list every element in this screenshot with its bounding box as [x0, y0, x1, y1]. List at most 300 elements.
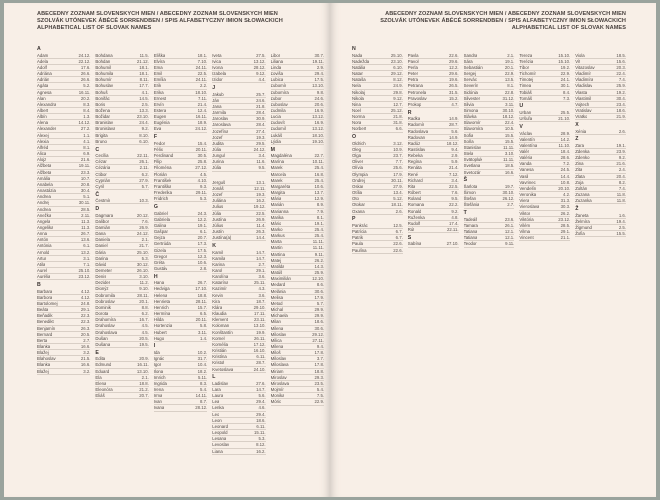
entry-date: 10.9. [393, 146, 403, 152]
group-letter: Č [95, 191, 100, 198]
entry-name: Oxana [352, 208, 365, 214]
entry-name: Rudolf [407, 220, 421, 226]
entry-date: 24.5. [560, 167, 571, 173]
entry-date: 24.9. [393, 83, 403, 89]
entry-date: 22.9. [314, 399, 325, 405]
entry-name: Maximilián [270, 276, 291, 282]
entry-name: Michaela [270, 313, 288, 319]
entry-name: Ivona [212, 64, 223, 70]
entry-date: 25.12. [390, 108, 403, 113]
entry-date: 26.9. [256, 216, 266, 222]
entry-name: Irena [153, 387, 164, 392]
entry-date: 30.6. [314, 288, 325, 294]
group-letter: F [153, 134, 157, 141]
entry-name: Alžbeta [37, 169, 52, 175]
entry-name: Šimon [463, 190, 476, 196]
entry-date: 1.4. [200, 335, 208, 341]
entry-name: Melánia [270, 288, 286, 294]
entry-name: Filoména [153, 165, 172, 171]
entry-name: Alexandra [37, 101, 57, 107]
entry-name: Želmíra [575, 218, 590, 224]
entry-date: 19.10. [312, 138, 325, 144]
entry-date: 10.6. [314, 183, 325, 189]
name-entry [154, 405, 207, 411]
entry-name: Antónia [37, 243, 52, 249]
entry-name: Alfréd [37, 144, 49, 150]
entry-name: Jaroslav [212, 116, 229, 122]
entry-date: 13.2. [80, 249, 91, 255]
entry-name: Zuzanka [575, 198, 592, 204]
letter-group [212, 244, 265, 373]
letter-group [95, 47, 148, 145]
entry-name: Kornel [212, 335, 225, 341]
entry-date: 16.9. [314, 108, 325, 113]
entry-name: Liana [212, 448, 223, 454]
entry-name: Olympia [352, 171, 368, 177]
entry-name: Vilma [519, 229, 531, 235]
entry-name: Iveta [212, 52, 222, 58]
entry-name: Stanislav [463, 144, 482, 150]
name-entry [408, 227, 459, 233]
entry-date: 23.7. [393, 153, 403, 159]
entry-name: Marika [270, 214, 284, 220]
entry-date: 22.2. [449, 202, 459, 208]
entry-date: 30.4. [80, 188, 91, 194]
name-entry [212, 235, 265, 241]
entry-date: 15.10. [558, 58, 571, 64]
entry-name: Oskar [352, 183, 364, 189]
entry-date: 29.1. [80, 307, 91, 313]
entry-date: 25.10. [78, 268, 91, 274]
entry-date: 4.7. [451, 101, 459, 107]
entry-date: 2.9. [451, 153, 459, 159]
entry-name: Oto [352, 196, 359, 202]
entry-name: Dana [95, 231, 106, 237]
entry-name: Dorota [95, 311, 109, 317]
entry-date: 26.3. [80, 325, 91, 331]
entry-name: Otokar [352, 202, 365, 208]
entry-date: 5.3. [258, 436, 266, 442]
entry-name: Perla [407, 64, 418, 70]
entry-name: Lea [212, 399, 220, 405]
entry-name: Pravoslav [407, 95, 427, 101]
name-entry [464, 241, 515, 247]
entry-date: 17.9. [393, 171, 403, 177]
entry-date: 13.12. [312, 114, 325, 120]
entry-date: 12.1. [504, 235, 515, 241]
entry-date: 24.12. [195, 126, 208, 132]
entry-date: 2.7. [507, 202, 515, 208]
entry-name: Andrea [37, 206, 51, 212]
entry-name: Albín [37, 114, 47, 120]
entry-date: 14.11. [195, 393, 208, 399]
entry-name: Hedviga [153, 286, 170, 292]
entry-date: 8.9. [316, 202, 325, 208]
entry-date: 8.12. [256, 442, 266, 448]
group-letter: J [212, 84, 216, 91]
entry-name: Mária [270, 196, 282, 202]
entry-date: 4.1. [83, 138, 91, 144]
entry-date: 11.10. [558, 142, 571, 148]
entry-date: 10.3. [139, 198, 149, 204]
entry-name: Jaroslava [212, 122, 231, 128]
entry-name: Katarína [212, 280, 229, 286]
entry-name: Gertrúda [153, 241, 171, 247]
entry-date: 18.1. [139, 71, 149, 77]
entry-date: 10.4. [197, 362, 208, 368]
entry-name: Libor [270, 52, 281, 58]
letter-group [352, 47, 403, 133]
name-column [408, 47, 459, 256]
entry-name: Klára [212, 304, 223, 310]
name-entry [575, 129, 626, 135]
entry-date: 2.1. [141, 237, 149, 243]
entry-date: 23.5. [314, 380, 325, 386]
entry-date: 4.5. [141, 323, 149, 329]
entry-date: 6.2. [141, 311, 149, 317]
entry-date: 24.11. [195, 64, 208, 70]
entry-name: Drahomíra [95, 317, 116, 323]
name-entry [352, 126, 403, 132]
entry-date: 30.11. [391, 177, 403, 183]
entry-date: 21.6. [616, 161, 626, 167]
entry-date: 13.5. [504, 77, 515, 83]
entry-date: 18.11. [391, 202, 403, 208]
entry-name: Barbara [37, 288, 53, 294]
letter-group [408, 47, 459, 108]
entry-date: 16.9. [314, 120, 325, 126]
entry-date: 28.9. [560, 130, 571, 136]
entry-date: 21.8. [393, 114, 403, 120]
entry-date: 22.12. [78, 58, 91, 64]
entry-name: Sidónia [463, 89, 478, 95]
entry-name: Jakub [212, 91, 224, 97]
entry-date: 25.10. [390, 52, 403, 58]
header-line-2: SZOLVÁK UTÓNEVEK ÁBÉCÉ SORRENDBEN / SPIS ALFABETYCZNY IMION SŁOWACKICH [37, 17, 283, 24]
entry-date: 19.11. [78, 163, 91, 169]
entry-name: Daniel [95, 243, 108, 249]
entry-name: Alan [37, 95, 46, 101]
entry-name: Miroslava [270, 380, 290, 386]
entry-name: Natan [352, 71, 364, 77]
entry-name: Darina [95, 255, 109, 261]
entry-name: Prokop [407, 101, 422, 107]
entry-date: 9.12. [393, 95, 403, 101]
entry-name: Jozefína [212, 128, 229, 134]
entry-date: 7.4. [618, 77, 626, 83]
entry-date: 7.11. [197, 95, 208, 101]
entry-name: Vratko [575, 114, 588, 120]
entry-name: Albert [37, 108, 49, 113]
entry-date: 4.12. [80, 294, 91, 300]
entry-date: 12.10. [312, 276, 325, 282]
entry-name: Estera [153, 108, 167, 113]
entry-name: Margaréta [270, 183, 291, 189]
entry-date: 12.4. [197, 108, 208, 113]
entry-date: 12.2. [197, 216, 208, 222]
entry-name: Bonifác [95, 95, 110, 101]
entry-name: Vitazoslav [575, 64, 595, 70]
entry-name: Benjamín [37, 325, 56, 331]
entry-name: Slavomír [463, 120, 481, 126]
entry-name: Radovan [407, 134, 425, 140]
entry-date: 12.9. [314, 196, 325, 202]
entry-date: 25.6. [393, 165, 403, 171]
entry-name: Zoltán [575, 185, 588, 191]
entry-name: Rita [407, 183, 416, 189]
group-letter: I [153, 343, 156, 350]
entry-name: Igor [153, 362, 162, 368]
entry-name: Bruno [95, 138, 107, 144]
entry-date: 9.3. [200, 183, 208, 189]
entry-date: 15.7. [197, 304, 208, 310]
entry-date: 31.8. [393, 120, 403, 126]
entry-date: 7.6. [141, 218, 149, 224]
entry-name: Atila [37, 261, 46, 267]
name-entry [575, 114, 626, 120]
entry-name: Radúz [407, 140, 421, 146]
entry-date: 20.12. [136, 212, 149, 218]
entry-name: Ľuboslav [270, 101, 288, 107]
entry-date: 22.3. [80, 313, 91, 319]
entry-name: Klaudia [212, 311, 227, 317]
entry-date: 29.6. [449, 58, 459, 64]
entry-date: 2.6. [618, 128, 626, 134]
entry-date: 18.8. [197, 292, 208, 298]
entry-date: 22.11. [446, 227, 459, 232]
entry-name: Nadežda [352, 58, 370, 64]
entry-date: 26.11. [253, 335, 266, 341]
entry-name: František [153, 177, 172, 183]
entry-name: Izidor [212, 77, 223, 83]
entry-name: Juliána [212, 198, 226, 204]
entry-date: 30.11. [78, 200, 91, 206]
name-entry [154, 336, 207, 342]
entry-name: Marián [270, 202, 284, 208]
entry-name: Eliška [153, 52, 166, 58]
entry-date: 2.1. [507, 52, 515, 58]
entry-name: Sára [463, 58, 473, 64]
name-entry [575, 231, 626, 237]
entry-name: Oldrich [352, 140, 366, 146]
entry-date: 23.9. [616, 149, 626, 154]
entry-name: Damián [95, 224, 111, 230]
entry-name: Jungul [212, 153, 225, 159]
entry-date: 5.2. [83, 83, 91, 89]
entry-name: Sergej [463, 71, 477, 77]
entry-date: 13.4. [393, 190, 403, 196]
entry-date: 26.10. [136, 268, 149, 273]
entry-date: 5.3. [200, 196, 208, 202]
entry-date: 21.2. [139, 387, 149, 392]
entry-date: 31.5. [449, 89, 459, 95]
entry-date: 11.8. [616, 192, 626, 198]
entry-date: 16.8. [314, 171, 325, 177]
entry-name: Otília [352, 190, 363, 196]
entry-date: 20.7. [197, 235, 208, 241]
entry-name: Karina [212, 261, 225, 267]
entry-date: 9.4. [316, 343, 325, 349]
letter-group [408, 236, 459, 248]
entry-name: Lesana [212, 436, 227, 442]
entry-date: 28.4. [256, 122, 266, 128]
letter-group [352, 217, 403, 253]
entry-date: 15.5. [504, 132, 515, 138]
entry-date: 29.1. [256, 268, 266, 273]
entry-name: Soňa [463, 138, 474, 144]
entry-date: 9.2. [451, 208, 459, 214]
entry-date: 10.11. [312, 159, 325, 165]
entry-name: René [407, 171, 419, 177]
entry-name: Miloslava [270, 362, 289, 368]
entry-date: 11.11. [312, 239, 325, 245]
letter-group [464, 211, 515, 247]
entry-name: Xénia [575, 128, 587, 134]
entry-date: 18.9. [197, 120, 208, 126]
entry-date: 22.6. [449, 52, 459, 58]
entry-date: 26.2. [560, 210, 571, 216]
entry-name: Petra [407, 77, 419, 83]
entry-date: 21.8. [256, 103, 266, 109]
entry-name: Ronald [407, 208, 422, 214]
entry-date: 27.6. [256, 380, 266, 386]
group-letter: H [153, 273, 158, 280]
entry-date: 11.4. [256, 222, 266, 228]
entry-date: 16.6. [504, 169, 515, 175]
entry-name: Martina [270, 251, 285, 257]
entry-date: 3.10. [139, 274, 149, 280]
entry-name: Zdenko [575, 155, 590, 161]
letter-group [154, 135, 207, 202]
entry-name: Richard [407, 177, 423, 183]
entry-date: 20.11. [195, 146, 208, 152]
entry-date: 19.3. [256, 134, 266, 140]
entry-date: 28.6. [560, 155, 571, 161]
entry-date: 12.2. [449, 64, 459, 70]
entry-date: 13.12. [312, 126, 325, 132]
entry-date: 16.7. [139, 317, 149, 323]
entry-date: 16.6. [80, 343, 91, 349]
entry-date: 30.1. [560, 83, 571, 89]
entry-date: 21.7. [139, 243, 149, 249]
entry-name: Tadeáš [463, 216, 478, 222]
entry-date: 8.4. [563, 89, 571, 95]
entry-date: 27.9. [393, 183, 403, 189]
entry-name: Erika [153, 89, 164, 95]
entry-name: Jarmila [212, 110, 227, 116]
entry-date: 28.11. [137, 292, 149, 298]
entry-name: Matilda [270, 263, 285, 269]
entry-date: 6.7. [395, 235, 403, 241]
entry-name: Michal [270, 307, 284, 313]
entry-date: 19.2. [560, 64, 571, 70]
entry-name: Arnold [37, 249, 50, 255]
entry-name: Filip [153, 159, 162, 165]
entry-name: Oliver [352, 159, 364, 165]
entry-name: Demeter [95, 268, 112, 273]
entry-date: 25.10. [136, 249, 149, 255]
entry-date: 7.5. [316, 393, 325, 399]
entry-date: 17.4. [449, 220, 459, 226]
entry-name: Lucia [270, 114, 281, 120]
entry-date: 30.6. [314, 325, 325, 331]
entry-name: Dalibor [95, 218, 110, 224]
entry-name: Svätopluk [463, 157, 483, 163]
entry-name: Pavol [407, 58, 419, 64]
entry-name: Leonard [212, 423, 228, 429]
entry-name: Elvíra [153, 58, 165, 64]
entry-name: Emil [153, 71, 163, 77]
entry-date: 22.8. [504, 89, 515, 95]
entry-name: Slávka [463, 114, 477, 120]
entry-date: 30.7. [314, 52, 325, 58]
entry-date: 24.3. [197, 210, 208, 216]
name-entry [271, 139, 324, 145]
entry-date: 22.7. [314, 153, 325, 159]
entry-name: Zita [575, 167, 583, 173]
entry-date: 6.10. [393, 64, 403, 70]
entry-date: 29.6. [449, 71, 459, 77]
entry-name: Veronika [519, 192, 537, 198]
entry-date: 12.11. [253, 185, 266, 191]
entry-name: Timotej [519, 77, 534, 83]
entry-date: 9.10. [139, 286, 149, 292]
group-letter: P [352, 216, 356, 223]
entry-date: 17.9. [314, 294, 325, 300]
entry-date: 29.11. [195, 190, 208, 196]
group-letter: A [37, 46, 41, 52]
entry-name: Alexander [37, 126, 57, 132]
entry-date: 20.1. [504, 64, 515, 70]
entry-date: 14.12. [78, 120, 91, 126]
entry-date: 21.12. [136, 58, 149, 64]
entry-name: Eliáš [95, 393, 105, 399]
entry-date: 28.12. [253, 64, 266, 70]
entry-name: Alexej [37, 132, 49, 138]
entry-date: 19.6. [449, 77, 459, 83]
entry-date: 8.1. [507, 83, 515, 89]
entry-date: 8.12. [393, 77, 403, 83]
entry-date: 7.10. [197, 58, 208, 64]
entry-date: 25.8. [197, 159, 208, 165]
letter-group [352, 135, 403, 214]
entry-name: Branislav [95, 120, 114, 126]
name-entry [212, 77, 265, 83]
name-entry [95, 198, 148, 204]
name-entry [271, 399, 324, 405]
entry-date: 24.12. [136, 231, 149, 237]
entry-date: 4.5. [200, 171, 208, 177]
entry-date: 28.12. [195, 405, 208, 411]
entry-name: Tomáš [519, 95, 533, 101]
entry-name: Eugen [153, 114, 167, 120]
entry-date: 16.2. [256, 198, 266, 204]
entry-date: 1.6. [618, 212, 626, 218]
entry-name: Hana [153, 280, 165, 286]
entry-date: 15.5. [616, 231, 626, 237]
entry-name: Peter [407, 71, 419, 77]
entry-name: Ruženka [407, 214, 425, 220]
entry-name: Gabriel [153, 210, 168, 216]
entry-date: 19.9. [256, 329, 266, 335]
entry-name: Lara [212, 387, 221, 392]
entry-name: Simona [463, 108, 479, 113]
entry-date: 29.4. [314, 71, 325, 77]
entry-date: 9.5. [451, 196, 459, 202]
entry-date: 20.5. [139, 335, 149, 341]
entry-date: 3.6. [258, 292, 266, 298]
entry-name: Olga [352, 153, 362, 159]
